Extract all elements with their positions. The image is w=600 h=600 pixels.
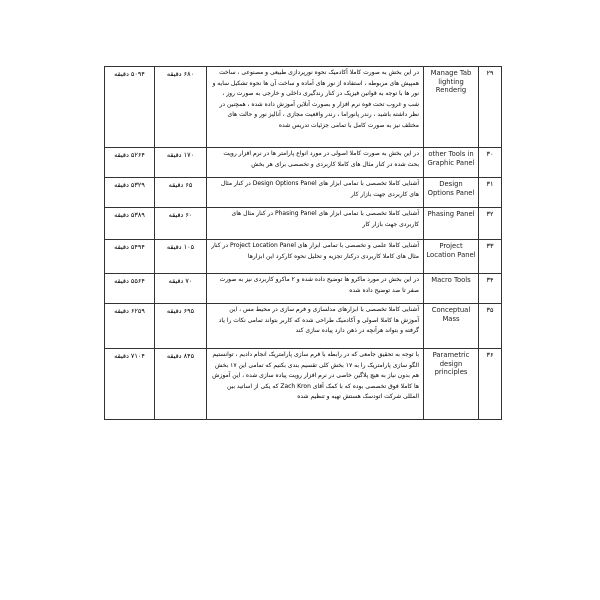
table-row: [105, 349, 502, 420]
table-row: [105, 178, 502, 208]
cumulative-time-cell: ۵۵۶۴ دقیقه: [105, 274, 155, 304]
lesson-title-cell: Design Options Panel: [424, 178, 479, 208]
cumulative-time-cell: ۵۳۲۹ دقیقه: [105, 178, 155, 208]
cumulative-time-cell: ۷۱۰۴ دقیقه: [105, 349, 155, 420]
duration-cell: ۱۰۵ دقیقه: [155, 240, 207, 274]
row-number-cell: ۳۴: [479, 274, 502, 304]
row-number-cell: ۳۲: [479, 208, 502, 240]
description-cell: در این بخش به صورت کاملا آکادمیک نحوه نورپردازی طبیعی و مصنوعی ، ساخت همپیش های مربوطه ، استفاده از نور های آماده و ساخت آن ها نحوه تشکیل سایه و نور ها با توجه به قوانین فیزیک در کنار رندگیری داخلی و خارجی به صورت روز ، شب و غروب تحت فوه نرم افزار و بصورت آنلاین آموزش داده شده ، همچنین در نظر داشته باشید ، رندر پانوراما ، رندر واقعیت مجازی ، آنالیز نور و حالت های مختلف نیز به صورت کامل با تمامی جزئیات تدریس شده: [207, 67, 424, 148]
cumulative-time-cell: ۵۲۶۴ دقیقه: [105, 148, 155, 178]
table-row: [105, 208, 502, 240]
duration-cell: ۸۴۵ دقیقه: [155, 349, 207, 420]
table-row: [105, 240, 502, 274]
duration-cell: ۶۰ دقیقه: [155, 208, 207, 240]
lesson-title-cell: Project Location Panel: [424, 240, 479, 274]
duration-cell: ۱۷۰ دقیقه: [155, 148, 207, 178]
table-row: [105, 148, 502, 178]
lesson-title-cell: Parametric design principles: [424, 349, 479, 420]
description-cell: در این بخش در مورد ماکرو ها توضیح داده شده و ۲ ماکرو کاربردی نیز به صورت صفر تا صد توضیح داده شده: [207, 274, 424, 304]
table-row: [105, 304, 502, 349]
description-cell: آشنایی کاملا تخصصی با تمامی ابزار های Phasing Panel در کنار مثال های کاربردی جهت بازار کار: [207, 208, 424, 240]
row-number-cell: ۳۵: [479, 304, 502, 349]
row-number-cell: ۳۶: [479, 349, 502, 420]
row-number-cell: ۳۱: [479, 178, 502, 208]
description-cell: آشنایی کاملا تخصصی با ابزارهای مدلسازی و فرم سازی در محیط مس ، این آموزش ها کاملا اصولی و آکادمیک طراحی شده که کاربر بتواند تمامی نکات را یاد گرفته و بتواند هرآنچه در ذهن دارد پیاده سازی کند: [207, 304, 424, 349]
row-number-cell: ۳۰: [479, 148, 502, 178]
description-cell: آشنایی کاملا علمی و تخصصی با تمامی ابزار های Project Location Panel در کنار مثال های کاملا کاربردی درکنار تجزیه و تحلیل نحوه کارکرد این ابزارها: [207, 240, 424, 274]
lesson-title-cell: other Tools in Graphic Panel: [424, 148, 479, 178]
cumulative-time-cell: ۶۲۵۹ دقیقه: [105, 304, 155, 349]
cumulative-time-cell: ۵۳۸۹ دقیقه: [105, 208, 155, 240]
lesson-title-cell: Phasing Panel: [424, 208, 479, 240]
description-cell: با توجه به تحقیق جامعی که در رابطه با فرم سازی پارامتریک انجام دادیم ، توانستیم الگو سازی پارامتریک را به ۱۷ بخش کلی تقسیم بندی بکنیم که تمامی این ۱۷ بخش هم بدون نیاز به هیچ پلاگین خاصی در نرم افزار رویت پیاده سازی شده ، این آموزش ها کاملا فوق تخصصی بوده که با کمک آقای Zach Kron که یکی از اساتید بین المللی شرکت اتودسک هستش تهیه و تنظیم شده: [207, 349, 424, 420]
duration-cell: ۶۹۵ دقیقه: [155, 304, 207, 349]
cumulative-time-cell: ۵۴۹۴ دقیقه: [105, 240, 155, 274]
lesson-title-cell: Conceptual Mass: [424, 304, 479, 349]
duration-cell: ۶۸۰ دقیقه: [155, 67, 207, 148]
row-number-cell: ۲۹: [479, 67, 502, 148]
duration-cell: ۷۰ دقیقه: [155, 274, 207, 304]
lesson-title-cell: Macro Tools: [424, 274, 479, 304]
cumulative-time-cell: ۵۰۹۴ دقیقه: [105, 67, 155, 148]
table-row: [105, 274, 502, 304]
description-cell: آشنایی کاملا تخصصی با تمامی ابزار های Design Options Panel در کنار مثال های کاربردی جهت بازار کار: [207, 178, 424, 208]
course-schedule-page: [104, 66, 501, 420]
duration-cell: ۶۵ دقیقه: [155, 178, 207, 208]
description-cell: در این بخش به صورت کاملا اصولی در مورد انواع پارامتر ها در نرم افزار رویت بحث شده در کنار مثال های کاملا کاربردی و تخصصی برای هر بخش: [207, 148, 424, 178]
row-number-cell: ۳۳: [479, 240, 502, 274]
lesson-title-cell: Manage Tab lighting Renderig: [424, 67, 479, 148]
table-row: [105, 67, 502, 148]
course-schedule-table: [104, 66, 502, 420]
